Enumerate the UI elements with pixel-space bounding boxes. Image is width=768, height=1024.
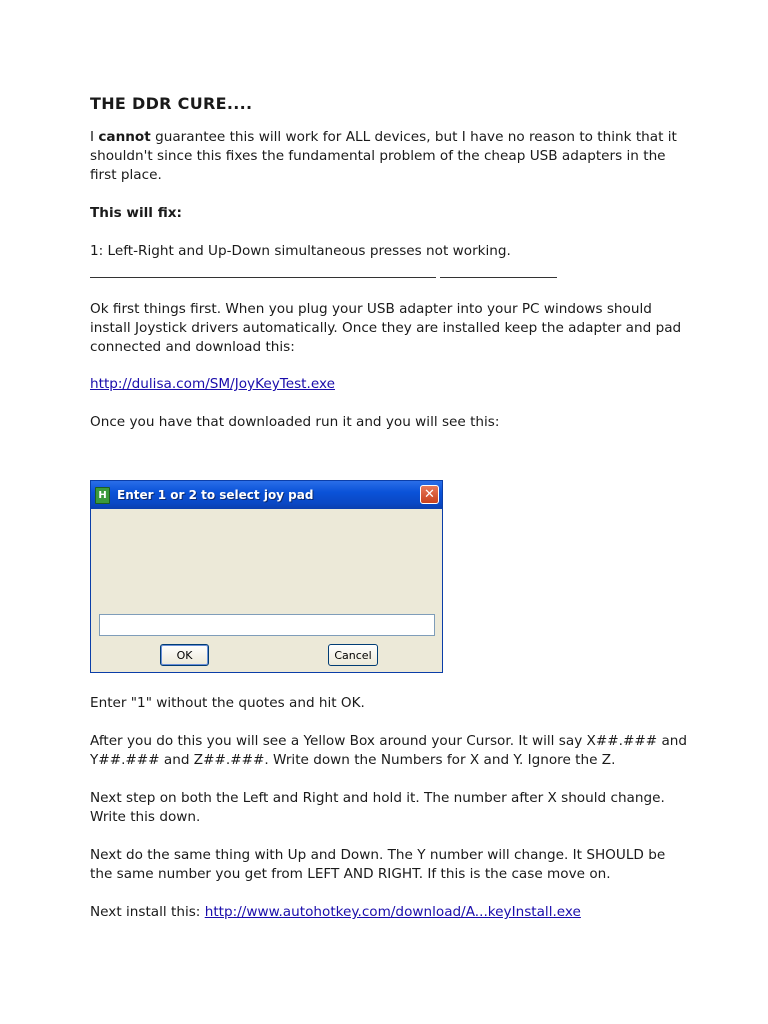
close-icon[interactable]: ✕ xyxy=(420,485,439,504)
joykey-link-paragraph xyxy=(90,375,690,394)
intro-pre: I xyxy=(90,129,99,145)
fix-heading: This will fix: xyxy=(90,205,182,221)
run-paragraph: Once you have that downloaded run it and you will see this: xyxy=(90,414,500,430)
dialog-titlebar xyxy=(91,481,442,509)
intro-post: guarantee this will work for ALL devices, but I have no reason to think that it shouldn't since this fixes the fundamental problem of the cheap USB adapters in the first place. xyxy=(90,129,677,183)
joykey-link[interactable]: http://dulisa.com/SM/JoyKeyTest.exe xyxy=(90,376,335,392)
install-paragraph xyxy=(90,903,690,922)
ok-button[interactable]: OK xyxy=(160,644,209,666)
separator-line-2 xyxy=(440,277,557,278)
dialog-body xyxy=(95,509,438,668)
fix-item: 1: Left-Right and Up-Down simultaneous presses not working. xyxy=(90,243,511,259)
joypad-dialog-screenshot xyxy=(90,480,443,673)
app-icon: H xyxy=(95,487,110,504)
document-title: THE DDR CURE.... xyxy=(90,94,253,113)
enter-paragraph: Enter "1" without the quotes and hit OK. xyxy=(90,695,365,711)
install-prefix: Next install this: xyxy=(90,904,205,920)
intro-paragraph xyxy=(90,128,690,185)
dialog-title: Enter 1 or 2 to select joy pad xyxy=(117,488,314,502)
intro-emphasis: cannot xyxy=(98,129,151,145)
separator-lines xyxy=(90,262,690,278)
after-paragraph: After you do this you will see a Yellow Box around your Cursor. It will say X##.### and Y##.### and Z##.###. Write down the Numbers for X and Y. Ignore the Z. xyxy=(90,733,688,768)
drivers-paragraph: Ok first things first. When you plug your USB adapter into your PC windows should install Joystick drivers automatically. Once they are installed keep the adapter and pad connected and download this: xyxy=(90,301,682,355)
next-step-paragraph: Next step on both the Left and Right and hold it. The number after X should change. Write this down. xyxy=(90,790,665,825)
separator-line-1 xyxy=(90,277,436,278)
cancel-button[interactable]: Cancel xyxy=(328,644,378,666)
autohotkey-link[interactable]: http://www.autohotkey.com/download/A...keyInstall.exe xyxy=(204,904,581,920)
updown-paragraph: Next do the same thing with Up and Down. The Y number will change. It SHOULD be the same number you get from LEFT AND RIGHT. If this is the case move on. xyxy=(90,847,666,882)
joypad-input[interactable] xyxy=(99,614,435,636)
